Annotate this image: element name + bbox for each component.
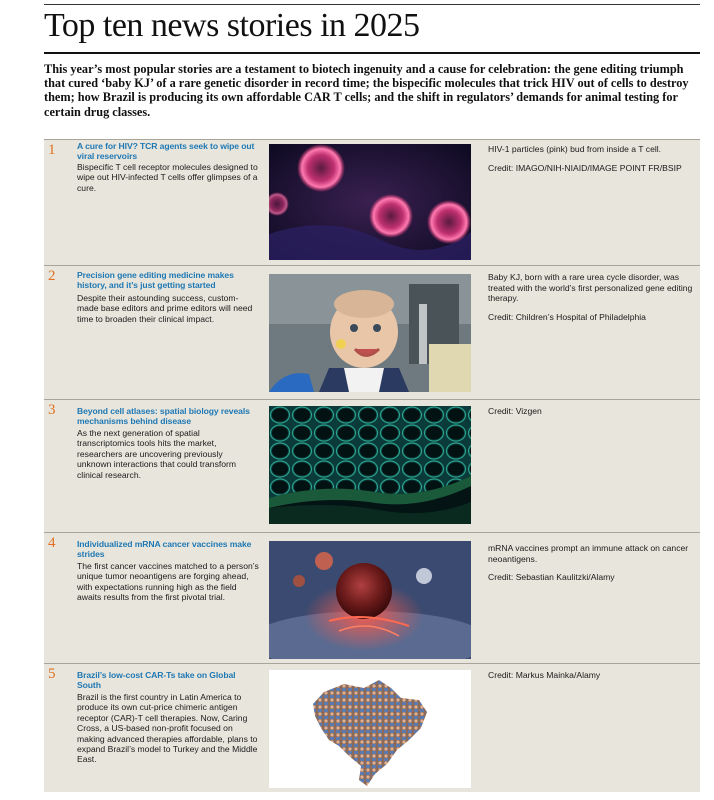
story-5 [44,663,700,792]
story-caption-block [488,144,693,181]
photo-caption: Baby KJ, born with a rare urea cycle disorder, was treated with the world’s first personalized gene editing therapy. [488,272,693,304]
photo-credit: Credit: Markus Mainka/Alamy [488,670,601,680]
photo-caption: mRNA vaccines prompt an immune attack on cancer neoantigens. [488,543,689,564]
story-summary: Despite their astounding success, custom-made base editors and prime editors will need time to broaden their clinical impact. [77,293,253,324]
photo-credit: Credit: Sebastian Kaulitzki/Alamy [488,572,615,583]
story-caption-block [488,670,693,689]
story-1 [44,139,700,265]
story-number: 2 [48,268,56,284]
story-headline-link[interactable]: A cure for HIV? TCR agents seek to wipe out viral reservoirs [77,141,255,162]
story-3 [44,399,700,532]
story-2 [44,265,700,399]
hiv-particles-photo [269,144,471,260]
story-number: 3 [48,402,56,418]
story-caption-block [488,543,693,591]
story-summary: Brazil is the first country in Latin America to produce its own cut-price chimeric antigen receptor (CAR)-T cell therapies. Now, Caring Cross, a US-based non-profit focused on making advanced therapies affordable, plans to expand Brazil’s model to Turkey and the Middle East. [77,692,258,765]
story-number: 1 [48,142,56,158]
top-rule [44,4,700,5]
story-headline-link[interactable]: Beyond cell atlases: spatial biology reveals mechanisms behind disease [77,406,250,427]
photo-credit: Credit: IMAGO/NIH-NIAID/IMAGE POINT FR/BSIP [488,162,682,173]
story-4 [44,532,700,663]
story-headline-link[interactable]: Individualized mRNA cancer vaccines make strides [77,539,252,560]
story-headline-link[interactable]: Brazil’s low-cost CAR-Ts take on Global South [77,670,236,691]
story-headline-link[interactable]: Precision gene editing medicine makes history, and it’s just getting started [77,270,234,291]
spatial-biology-photo [269,406,471,524]
photo-credit: Credit: Vizgen [488,406,542,416]
photo-credit: Credit: Children’s Hospital of Philadelphia [488,311,646,322]
story-summary: As the next generation of spatial transcriptomics tools hits the market, researchers are uncovering previously unknown interactions that could transform clinical research. [77,428,237,480]
photo-caption: HIV-1 particles (pink) bud from inside a T cell. [488,144,662,154]
story-number: 4 [48,535,56,551]
story-number: 5 [48,666,56,682]
story-summary: The first cancer vaccines matched to a person’s unique tumor neoantigens are forging ahead, with expectations running high as the field awaits results from the first pivotal trial. [77,561,259,603]
story-caption-block [488,406,693,425]
intro-paragraph: This year’s most popular stories are a testament to biotech ingenuity and a cause for celebration: the gene editing triumph that cured ‘baby KJ’ of a rare genetic disorder in record time; the bispecific molecules that trick HIV out of cells to destroy them; how Brazil is producing its own affordable CAR T cells; and the shift in regulators’ demands for animal testing for certain drug classes. [44,62,689,119]
title-rule [44,52,700,54]
page-title: Top ten news stories in 2025 [44,7,420,44]
brazil-map-photo [269,670,471,788]
baby-kj-photo [269,274,471,392]
cancer-vaccine-photo [269,541,471,659]
story-caption-block [488,272,693,330]
story-summary: Bispecific T cell receptor molecules designed to wipe out HIV-infected T cells offer glimpses of a cure. [77,162,258,193]
